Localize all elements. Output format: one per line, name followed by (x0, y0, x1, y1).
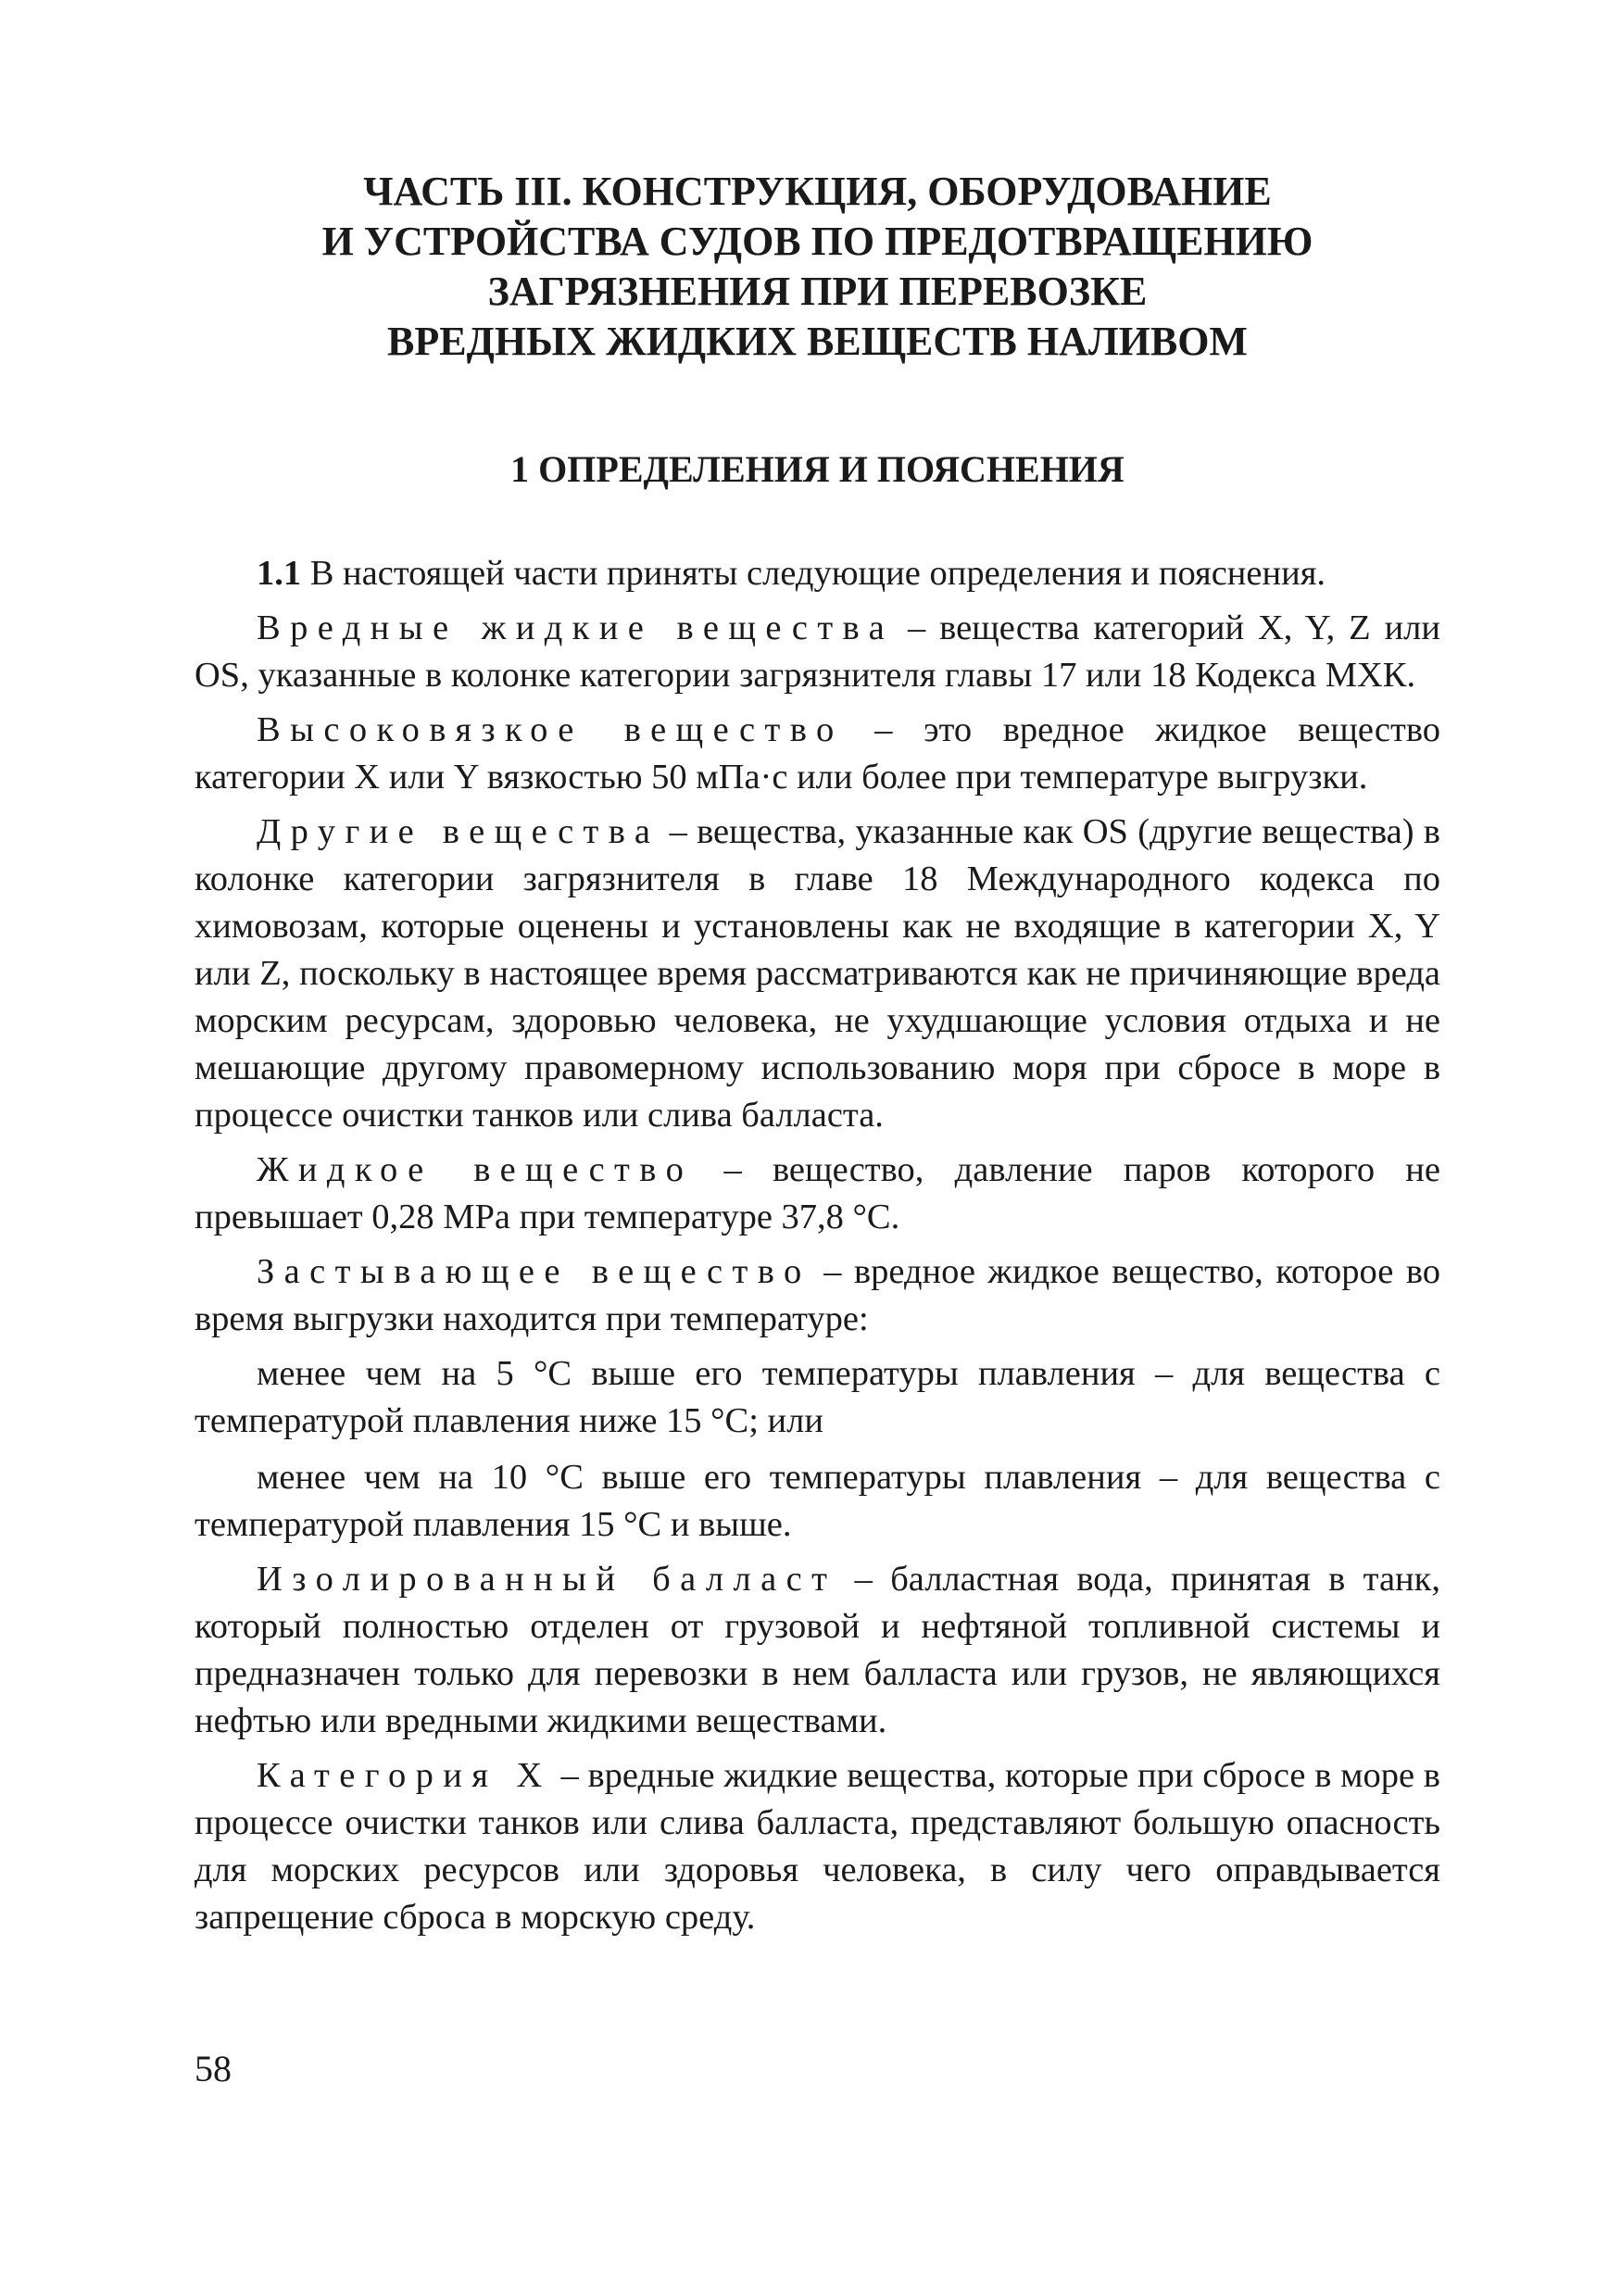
definition-text: – балластная вода, принятая в танк, который полностью отделен от грузовой и нефтяной топливной системы и предназначен только для перевозки в нем балласта или грузов, не являющихся нефтью или вредными жидкими веществами. (195, 1560, 1440, 1740)
definition-text: – вредные жидкие вещества, которые при сбросе в море в процессе очистки танков или слива балласта, представляют большую опасность для морских ресурсов или здоровья человека, в силу чего оправдывается запрещение сброса в морскую среду. (195, 1756, 1440, 1937)
definition-paragraph (195, 1147, 1440, 1241)
clause-number: 1.1 (257, 554, 302, 593)
definition-text: – это вредное жидкое вещество категории X или Y вязкостью 50 мПа·с или более при температуре выгрузки. (195, 710, 1441, 797)
intro-text: В настоящей части приняты следующие определения и пояснения. (301, 554, 1326, 593)
section-title: 1 ОПРЕДЕЛЕНИЯ И ПОЯСНЕНИЯ (510, 448, 1125, 490)
part-title-line: И УСТРОЙСТВА СУДОВ ПО ПРЕДОТВРАЩЕНИЮ (321, 219, 1313, 264)
page-content (195, 167, 1440, 1949)
definition-paragraph (195, 809, 1440, 1139)
definition-text: – вредное жидкое вещество, которое во время выгрузки находится при температуре: (195, 1252, 1440, 1338)
definition-term: Категория X (257, 1756, 552, 1795)
definition-term: Жидкое вещество (257, 1150, 694, 1189)
sub-item-paragraph: менее чем на 5 °C выше его температуры плавления – для вещества с температурой плавления ниже 15 °C; или (195, 1354, 1440, 1440)
part-title-line: ЗАГРЯЗНЕНИЯ ПРИ ПЕРЕВОЗКЕ (487, 269, 1148, 314)
part-title-line: ВРЕДНЫХ ЖИДКИХ ВЕЩЕСТВ НАЛИВОМ (387, 319, 1248, 364)
definition-paragraph (195, 1556, 1440, 1745)
definition-paragraph (195, 1248, 1440, 1343)
definition-term: Изолированный балласт (257, 1560, 837, 1599)
definition-text: – вещества категорий X, Y, Z или OS, указанные в колонке категории загрязнителя главы 17 или 18 Кодекса МХК. (195, 609, 1440, 695)
definition-text: – вещества, указанные как OS (другие вещества) в колонке категории загрязнителя в главе 18 Международного кодекса по химовозам, которые оценены и установлены как не входящие в категории X, Y или Z, поскольку в настоящее время рассматриваются как не причиняющие вреда морским ресурсам, здоровью человека, не ухудшающие условия отдыха и не мешающие другому правомерному использованию моря при сбросе в море в процессе очистки танков или слива балласта. (195, 812, 1440, 1135)
sub-item-paragraph: менее чем на 10 °C выше его температуры плавления – для вещества с температурой плавления 15 °C и выше. (195, 1458, 1440, 1544)
definition-paragraph (195, 1752, 1440, 1941)
definition-paragraph (195, 707, 1440, 801)
definition-term: Вредные жидкие вещества (257, 609, 895, 647)
part-title-line: ЧАСТЬ III. КОНСТРУКЦИЯ, ОБОРУДОВАНИЕ (363, 169, 1272, 214)
page-number: 58 (195, 2048, 232, 2089)
definition-term: Высоковязкое вещество (257, 710, 844, 749)
definition-text: – вещество, давление паров которого не превышает 0,28 MPa при температуре 37,8 °C. (195, 1150, 1441, 1236)
intro-paragraph (195, 550, 1440, 597)
definition-term: Другие вещества (257, 812, 660, 851)
definition-term: Застывающее вещество (257, 1252, 811, 1291)
part-title (195, 167, 1440, 367)
definition-paragraph (195, 605, 1440, 699)
